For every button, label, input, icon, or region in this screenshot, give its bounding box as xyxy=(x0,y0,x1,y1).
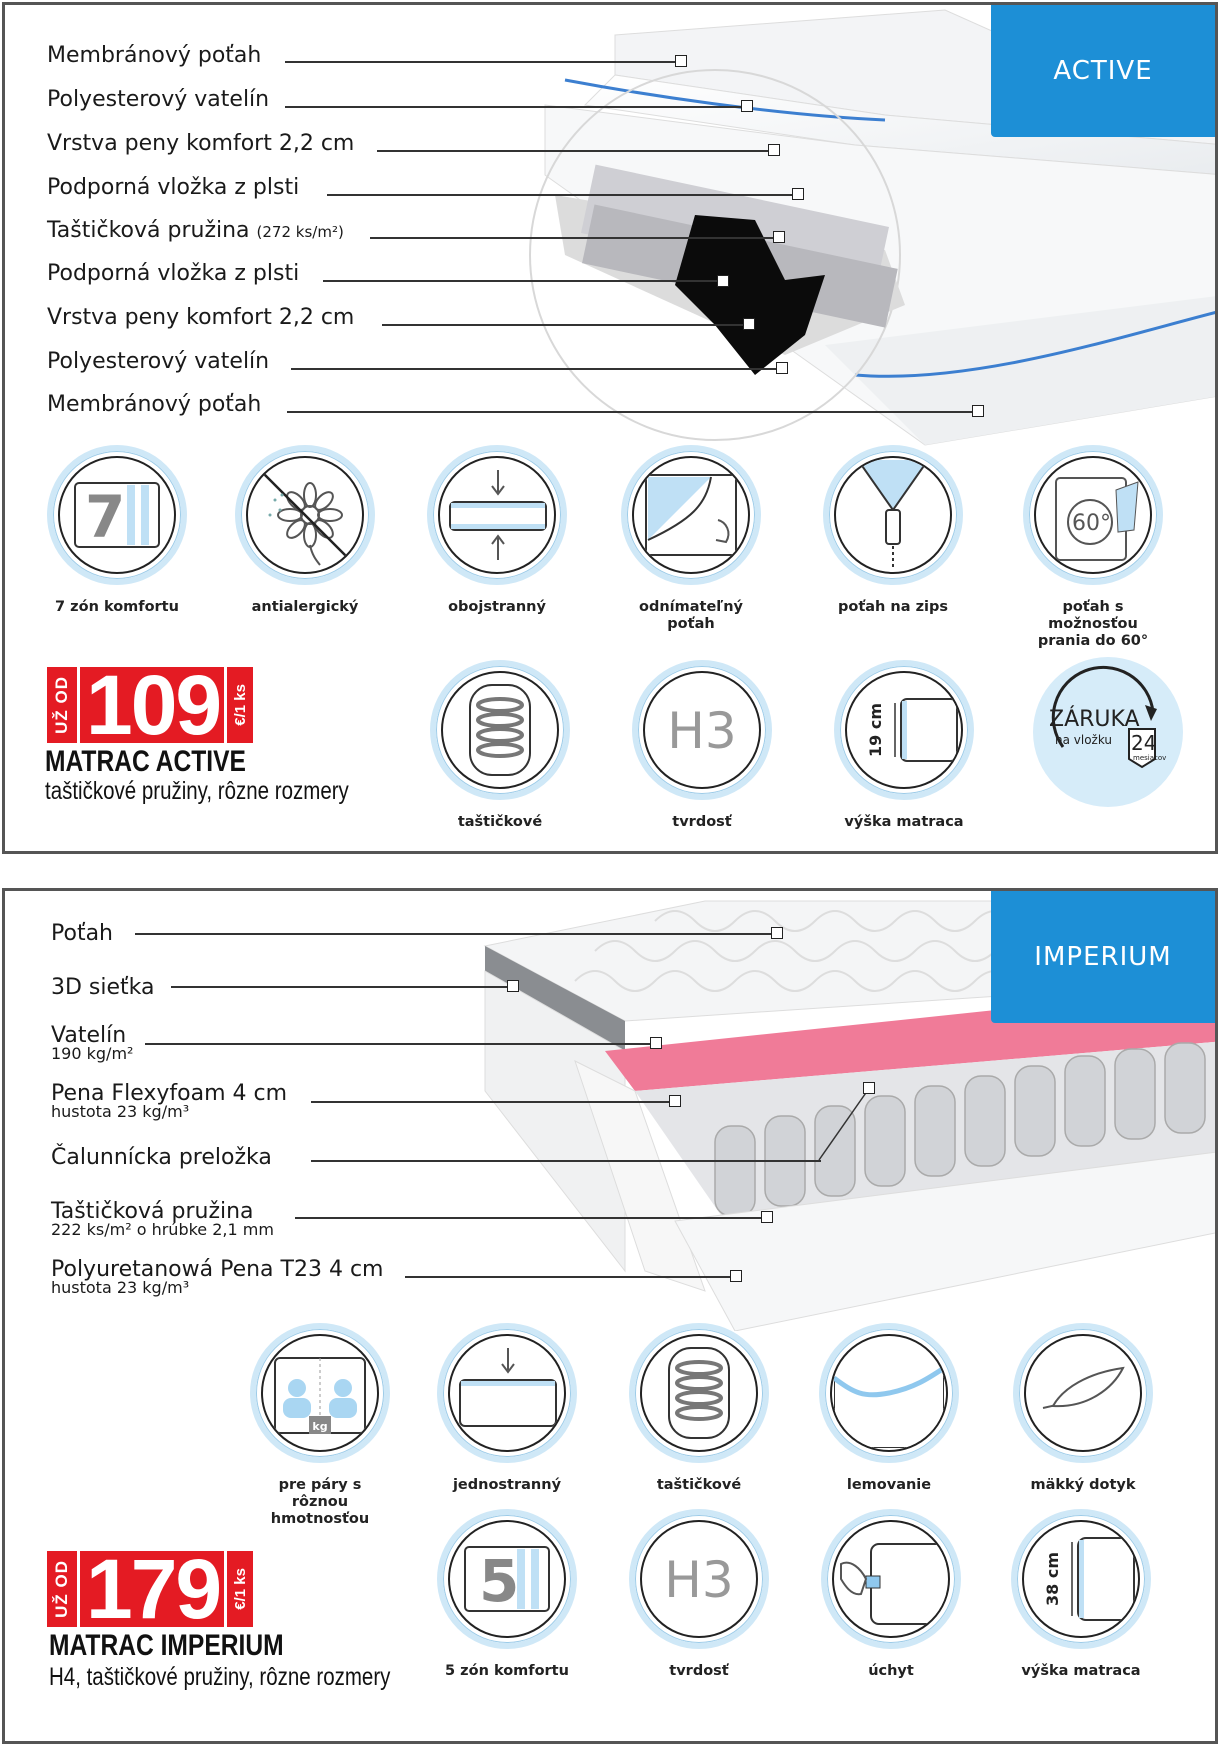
svg-text:H3: H3 xyxy=(667,702,737,760)
feature-label: výška matraca xyxy=(1021,1663,1141,1679)
feature-handle xyxy=(821,1509,961,1680)
imperium-layer-label: Vatelín 190 kg/m² xyxy=(51,1023,134,1063)
svg-text:19 cm: 19 cm xyxy=(866,703,885,757)
feature-label: jednostranný xyxy=(452,1477,562,1493)
two-sided-icon xyxy=(442,460,552,570)
feature-label: 7 zón komfortu xyxy=(55,599,179,615)
svg-text:38 cm: 38 cm xyxy=(1043,1552,1062,1606)
active-layer-label: Podporná vložka z plsti xyxy=(47,261,300,286)
svg-text:H3: H3 xyxy=(664,1551,734,1609)
feature-label: poťah na zips xyxy=(837,599,948,615)
active-panel xyxy=(2,2,1218,854)
height-icon xyxy=(849,675,959,785)
warranty-months: 24 xyxy=(1131,731,1157,755)
warranty-sub: na vložku xyxy=(1055,733,1113,747)
feature-height xyxy=(1011,1509,1151,1680)
feature-label: tvrdosť xyxy=(672,814,732,830)
zone-7-icon xyxy=(67,475,167,555)
feature-label: úchyt xyxy=(868,1663,914,1679)
active-layer-label: Membránový poťah xyxy=(47,392,262,417)
feature-removable-cover xyxy=(621,445,761,633)
active-product-desc: taštičkové pružiny, rôzne rozmery xyxy=(45,777,349,805)
active-layer-label: Polyesterový vatelín xyxy=(47,349,270,374)
feature-washable xyxy=(1023,445,1163,650)
active-badge: ACTIVE xyxy=(991,5,1215,137)
feature-label: pre páry s rôznou hmotnosťou xyxy=(270,1477,370,1527)
handle-icon xyxy=(836,1524,946,1634)
edging-icon xyxy=(834,1338,944,1448)
feature-one-sided xyxy=(437,1323,577,1494)
feature-label: poťah s možnosťou prania do 60° xyxy=(1037,599,1149,649)
feature-couple-weight xyxy=(250,1323,390,1528)
active-layer-label: Vrstva peny komfort 2,2 cm xyxy=(47,131,355,156)
active-layer-label: Vrstva peny komfort 2,2 cm xyxy=(47,305,355,330)
removable-cover-icon xyxy=(636,460,746,570)
feature-pocket-springs xyxy=(430,660,570,831)
svg-text:60°: 60° xyxy=(1072,511,1111,536)
feature-5-zones xyxy=(437,1509,577,1680)
feature-height xyxy=(834,660,974,831)
feature-soft-touch xyxy=(1013,1323,1153,1494)
flower-icon xyxy=(250,460,360,570)
feature-hardness xyxy=(632,660,772,831)
feature-label: mäkký dotyk xyxy=(1030,1477,1136,1493)
warranty-arrow-icon xyxy=(1033,657,1183,807)
feature-label: antialergický xyxy=(251,599,359,615)
warranty-title: ZÁRUKA xyxy=(1049,707,1140,732)
feature-label: 5 zón komfortu xyxy=(445,1663,569,1679)
svg-text:kg: kg xyxy=(312,1420,328,1433)
height-icon xyxy=(1026,1524,1136,1634)
feature-label: lemovanie xyxy=(846,1477,932,1493)
feature-zipper xyxy=(823,445,963,616)
washing-icon xyxy=(1038,460,1148,570)
spring-icon xyxy=(445,675,555,785)
hardness-icon xyxy=(647,690,757,770)
one-sided-icon xyxy=(452,1338,562,1448)
feature-label: taštičkové xyxy=(656,1477,742,1493)
hardness-icon xyxy=(644,1539,754,1619)
imperium-product-name: MATRAC IMPERIUM xyxy=(49,1629,284,1662)
active-layer-label: Podporná vložka z plsti xyxy=(47,175,300,200)
active-layer-label: Membránový poťah xyxy=(47,43,262,68)
imperium-panel xyxy=(2,888,1218,1744)
couple-weight-icon xyxy=(265,1338,375,1448)
active-layer-label: Polyesterový vatelín xyxy=(47,87,270,112)
zone-5-icon xyxy=(457,1539,557,1619)
imperium-layer-label: 3D sieťka xyxy=(51,975,155,1000)
active-product-name: MATRAC ACTIVE xyxy=(45,745,246,778)
imperium-layer-label: Poťah xyxy=(51,921,113,946)
imperium-badge: IMPERIUM xyxy=(991,891,1215,1023)
feature-label: taštičkové xyxy=(457,814,543,830)
feature-7-zones xyxy=(47,445,187,616)
active-layer-label: Taštičková pružina (272 ks/m²) xyxy=(47,218,344,243)
spring-icon xyxy=(644,1338,754,1448)
feature-antiallergic xyxy=(235,445,375,616)
imperium-layer-label: Čalunnícka preložka xyxy=(51,1145,272,1170)
zipper-icon xyxy=(838,460,948,570)
feature-label: výška matraca xyxy=(844,814,964,830)
feature-label: odnímateľný poťah xyxy=(638,599,744,632)
feature-pocket-springs xyxy=(629,1323,769,1494)
imperium-layer-label: Taštičková pružina 222 ks/m² o hrúbke 2,1 mm xyxy=(51,1199,274,1239)
svg-text:7: 7 xyxy=(85,483,126,551)
feature-label: tvrdosť xyxy=(669,1663,729,1679)
feature-label: obojstranný xyxy=(448,599,546,615)
feature-edging xyxy=(819,1323,959,1494)
imperium-layer-label: Pena Flexyfoam 4 cm hustota 23 kg/m³ xyxy=(51,1081,288,1121)
warranty-months-label: mesiacov xyxy=(1133,754,1167,762)
imperium-layer-label: Polyuretanowá Pena T23 4 cm hustota 23 kg/m³ xyxy=(51,1257,384,1297)
svg-text:5: 5 xyxy=(479,1547,520,1615)
feature-two-sided xyxy=(427,445,567,616)
imperium-price: UŽ OD 179 €/1 ks xyxy=(47,1551,253,1627)
feather-icon xyxy=(1028,1338,1138,1448)
feature-hardness xyxy=(629,1509,769,1680)
imperium-product-desc: H4, taštičkové pružiny, rôzne rozmery xyxy=(49,1663,391,1691)
warranty-badge xyxy=(1033,657,1183,807)
active-price: UŽ OD 109 €/1 ks xyxy=(47,667,253,743)
